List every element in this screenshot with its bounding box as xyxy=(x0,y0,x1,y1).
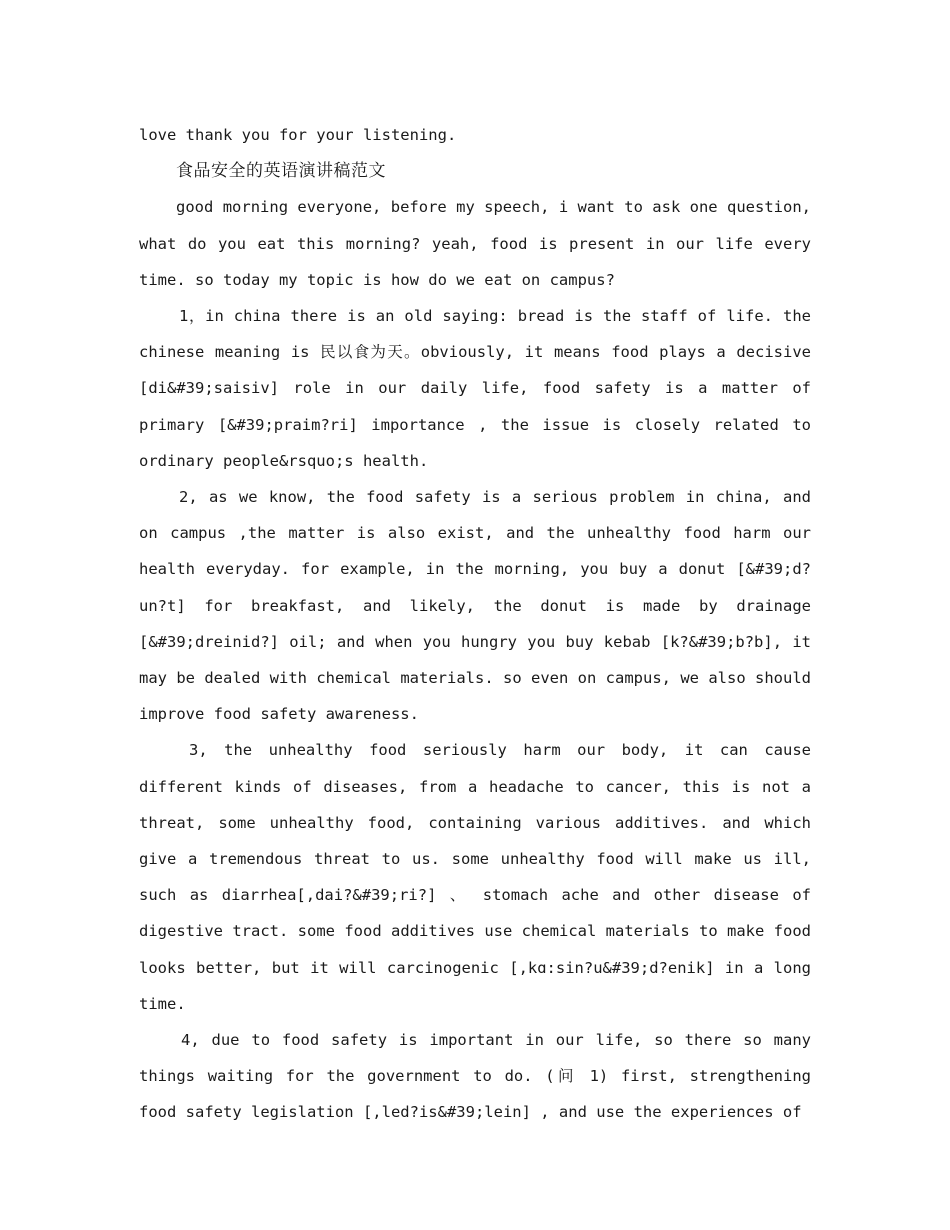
document-title: 食品安全的英语演讲稿范文 xyxy=(176,161,386,182)
paragraph-intro: good morning everyone, before my speech, i want to ask one question, what do you eat this morning? yeah, food is present in our life every time. so today my topic is how do we eat on campus? xyxy=(139,198,811,289)
document-body xyxy=(139,117,811,1131)
paragraph-point-2: 2, as we know, the food safety is a serious problem in china, and on campus ,the matter is also exist, and the unhealthy food harm our health everyday. for example, in the morning, you buy a donut [&#39;d?un?t] for breakfast, and likely, the donut is made by drainage [&#39;dreinid?] oil; and when you hungry you buy kebab [k?&#39;b?b], it may be dealed with chemical materials. so even on campus, we also should improve food safety awareness. xyxy=(139,488,811,724)
paragraph-closing-line: love thank you for your listening. xyxy=(139,126,457,144)
paragraph-point-3: 3, the unhealthy food seriously harm our body, it can cause different kinds of diseases, from a headache to cancer, this is not a threat, some unhealthy food, containing various additives. and which give a tremendous threat to us. some unhealthy food will make us ill, such as diarrhea[,dai?&#39;ri?] 、 stomach ache and other disease of digestive tract. some food additives use chemical materials to make food looks better, but it will carcinogenic [,kɑ:sin?u&#39;d?enik] in a long time. xyxy=(139,741,811,1013)
paragraph-point-1: 1，in china there is an old saying: bread is the staff of life. the chinese meaning is 民以食为天。obviously, it means food plays a decisive [di&#39;saisiv] role in our daily life, food safety is a matter of primary [&#39;praim?ri] importance , the issue is closely related to ordinary people&rsquo;s health. xyxy=(139,307,811,470)
paragraph-point-4: 4, due to food safety is important in our life, so there so many things waiting for the government to do. (问 1) first, strengthening food safety legislation [,led?is&#39;lein] , and use the experiences of xyxy=(139,1031,811,1122)
